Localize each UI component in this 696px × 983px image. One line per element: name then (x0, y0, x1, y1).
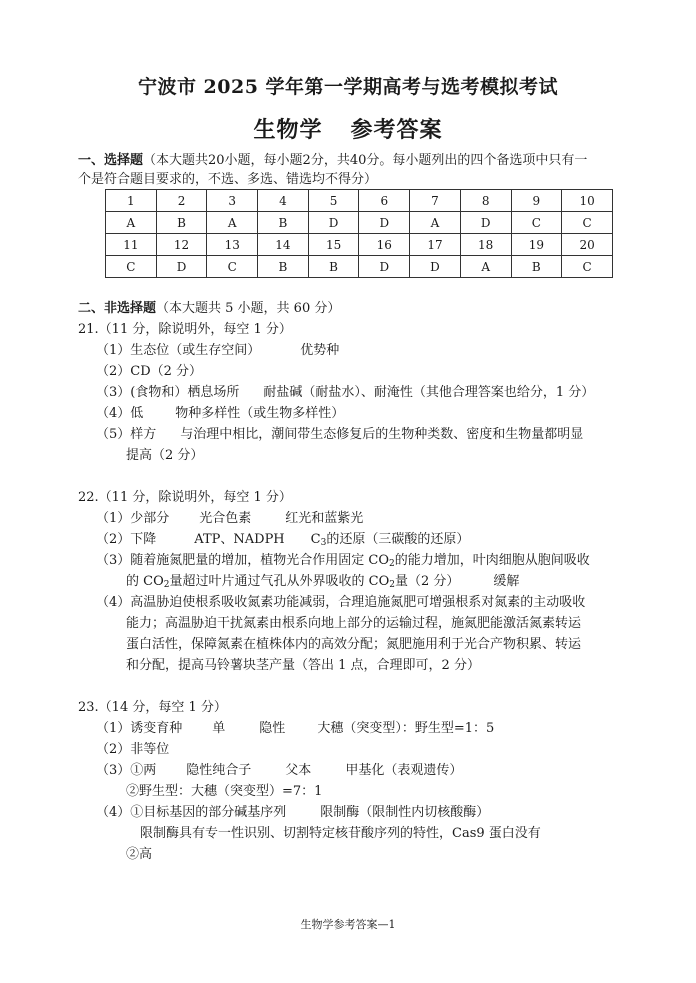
q22-3a-sub: 2 (389, 559, 395, 569)
table-cell: 11 (106, 234, 157, 256)
answer-label: 参考答案 (350, 117, 443, 143)
q22-1a: （1）少部分 (96, 511, 170, 526)
table-cell: 16 (359, 234, 410, 256)
q22-3a-post: 的能力增加，叶肉细胞从胞间吸收 (394, 553, 590, 568)
table-cell: 2 (156, 190, 207, 212)
table-cell: D (410, 256, 461, 278)
table-cell: A (207, 212, 258, 234)
q21-4b: 物种多样性（或生物多样性） (175, 406, 345, 421)
q23-1c: 隐性 (259, 721, 286, 736)
q22-answer-3 (96, 551, 590, 574)
table-cell: D (359, 212, 410, 234)
subject-label: 生物学 (253, 117, 323, 143)
q23-answer-4-cont2: ②高 (126, 847, 153, 862)
q21-4a: （4）低 (96, 406, 144, 421)
q21-5a: （5）样方 (96, 427, 157, 442)
table-cell: 19 (511, 234, 562, 256)
q22-3b-tail: 缓解 (493, 574, 520, 589)
q23-answer-4-cont: 限制酶具有专一性识别、切割特定核苷酸序列的特性，Cas9 蛋白没有 (140, 826, 541, 841)
page-subtitle (0, 113, 696, 144)
q22-3b-sub2: 2 (389, 580, 395, 590)
table-cell: D (156, 256, 207, 278)
table-cell: 1 (106, 190, 157, 212)
table-row (106, 234, 613, 256)
q22-2b: ATP、NADPH (194, 532, 285, 547)
table-cell: 3 (207, 190, 258, 212)
table-row (106, 212, 613, 234)
q22-2c: C (310, 532, 321, 547)
q22-answer-4-cont3: 和分配，提高马铃薯块茎产量（答出 1 点，合理即可，2 分） (126, 658, 480, 673)
q22-header: 22.（11 分，除说明外，每空 1 分） (78, 490, 292, 505)
q23-answer-3 (96, 761, 462, 781)
q21-answer-5-cont: 提高（2 分） (126, 448, 204, 463)
table-cell: D (359, 256, 410, 278)
q22-answer-1 (96, 509, 363, 529)
q23-1a: （1）诱变育种 (96, 721, 183, 736)
q23-3b: 隐性纯合子 (186, 763, 252, 778)
q22-3b-post: 量（2 分） (394, 574, 460, 589)
table-cell: C (562, 256, 613, 278)
q23-1d: 大穗（突变型）：野生型=1：5 (317, 721, 495, 736)
q23-answer-4 (96, 803, 489, 823)
table-cell: 4 (258, 190, 309, 212)
section-choice-desc-2: 个是符合题目要求的，不选、多选、错选均不得分） (78, 172, 378, 187)
q22-answer-4-cont1: 能力；高温胁迫干扰氮素由根系向地上部分的运输过程，施氮肥能激活氮素转运 (126, 616, 582, 631)
q22-1b: 光合色素 (199, 511, 252, 526)
table-cell: 5 (308, 190, 359, 212)
q23-answer-1 (96, 719, 494, 739)
table-cell: C (511, 212, 562, 234)
q21-answer-3 (96, 383, 594, 403)
q21-1b: 优势种 (300, 343, 340, 358)
q23-1b: 单 (212, 721, 226, 736)
q23-4a: （4）①目标基因的部分碱基序列 (96, 805, 287, 820)
table-cell: 13 (207, 234, 258, 256)
table-cell: 18 (460, 234, 511, 256)
table-cell: A (460, 256, 511, 278)
q22-2c-sub: 3 (320, 538, 327, 548)
table-cell: D (308, 212, 359, 234)
q21-1a: （1）生态位（或生存空间） (96, 343, 261, 358)
answer-table (105, 189, 613, 278)
q23-answer-2: （2）非等位 (96, 742, 170, 757)
table-cell: C (207, 256, 258, 278)
table-cell: B (308, 256, 359, 278)
table-cell: 20 (562, 234, 613, 256)
table-cell: 17 (410, 234, 461, 256)
table-cell: 8 (460, 190, 511, 212)
page-footer: 生物学参考答案—1 (300, 918, 396, 931)
q22-3b-sub: 2 (163, 580, 170, 590)
table-cell: 12 (156, 234, 207, 256)
q21-3b: 耐盐碱（耐盐水）、耐淹性（其他合理答案也给分，1 分） (263, 385, 595, 400)
q21-5b: 与治理中相比，潮间带生态修复后的生物种类数、密度和生物量都明显 (180, 427, 584, 442)
q22-answer-3-cont (126, 572, 519, 595)
q21-answer-2: （2）CD（2 分） (96, 364, 203, 379)
q22-3b: 的 CO (126, 574, 164, 589)
q23-4b: 限制酶（限制性内切核酸酶） (320, 805, 490, 820)
q22-2a: （2）下降 (96, 532, 157, 547)
q22-2c-post: 的还原（三碳酸的还原） (326, 532, 470, 547)
table-row (106, 256, 613, 278)
table-cell: C (562, 212, 613, 234)
q22-1c: 红光和蓝紫光 (285, 511, 364, 526)
table-cell: B (258, 212, 309, 234)
q22-answer-4: （4）高温胁迫使根系吸收氮素功能减弱，合理追施氮肥可增强根系对氮素的主动吸收 (96, 595, 586, 610)
q23-3d: 甲基化（表观遗传） (345, 763, 463, 778)
q21-3a: （3）(食物和）栖息场所 (96, 385, 240, 400)
q23-3c: 父本 (285, 763, 312, 778)
table-cell: B (258, 256, 309, 278)
q21-answer-1 (96, 341, 339, 361)
table-cell: D (460, 212, 511, 234)
table-cell: A (410, 212, 461, 234)
q22-answer-4-cont2: 蛋白活性，保障氮素在植株体内的高效分配；氮肥施用利于光合产物积累、转运 (126, 637, 582, 652)
q21-header: 21.（11 分，除说明外，每空 1 分） (78, 322, 292, 337)
section-open-label: 二、非选择题 (78, 301, 157, 316)
table-cell: B (156, 212, 207, 234)
section-open-desc: （本大题共 5 小题，共 60 分） (156, 301, 341, 316)
section-choice-desc: （本大题共20小题，每小题2分，共40分。每小题列出的四个备选项中只有一 (143, 153, 588, 168)
table-cell: 14 (258, 234, 309, 256)
table-cell: 7 (410, 190, 461, 212)
q22-answer-2 (96, 530, 469, 553)
table-cell: 10 (562, 190, 613, 212)
table-cell: C (106, 256, 157, 278)
table-cell: A (106, 212, 157, 234)
table-cell: 6 (359, 190, 410, 212)
table-cell: 15 (308, 234, 359, 256)
q23-answer-3-cont: ②野生型：大穗（突变型）=7：1 (126, 784, 323, 799)
section-open-header (78, 298, 638, 320)
table-cell: B (511, 256, 562, 278)
table-cell: 9 (511, 190, 562, 212)
q22-3b-mid: 量超过叶片通过气孔从外界吸收的 CO (169, 574, 390, 589)
table-row (106, 190, 613, 212)
q21-answer-5 (96, 425, 583, 445)
page-title: 宁波市 2025 学年第一学期高考与选考模拟考试 (137, 76, 559, 98)
q21-answer-4 (96, 404, 344, 424)
q23-header: 23.（14 分，每空 1 分） (78, 700, 227, 715)
section-choice-label: 一、选择题 (78, 153, 144, 168)
q23-3a: （3）①两 (96, 763, 157, 778)
q22-3a: （3）随着施氮肥量的增加，植物光合作用固定 CO (96, 553, 390, 568)
